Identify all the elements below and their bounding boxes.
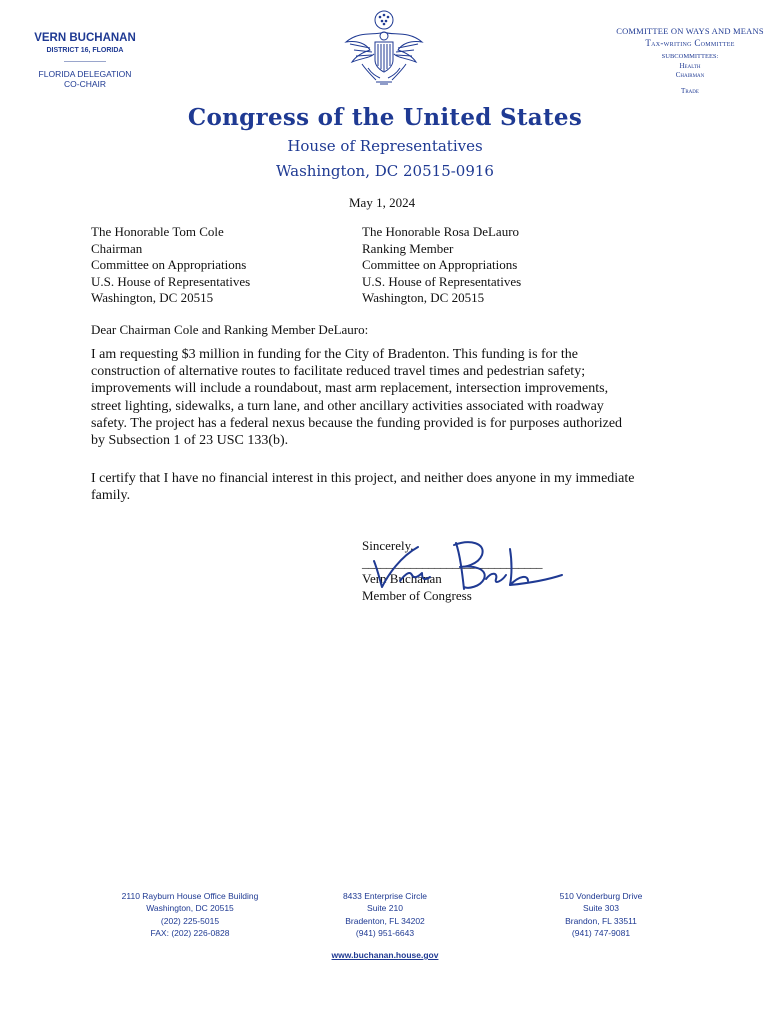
address-line: The Honorable Tom Cole <box>91 224 224 239</box>
paragraph-line: I certify that I have no financial interest in this project, and neither does anyone in my immediate <box>91 471 635 486</box>
recipient-address-right <box>362 224 521 307</box>
member-district: DISTRICT 16, FLORIDA <box>46 47 124 54</box>
paragraph-line: family. <box>91 488 131 504</box>
recipient-address-left <box>91 224 250 307</box>
paragraph-line: safety. The project has a federal nexus because the funding provided is for purposes authorized <box>91 415 623 431</box>
footer-line: Washington, DC 20515 <box>146 903 234 914</box>
address-line: Washington, DC 20515 <box>362 290 485 305</box>
committee-name: COMMITTEE ON WAYS AND MEANS <box>616 26 764 36</box>
header-divider <box>64 61 106 62</box>
footer-line: 510 Vonderburg Drive <box>559 891 643 901</box>
subcommittee-trade: Trade <box>681 87 699 95</box>
paragraph-line: I am requesting $3 million in funding for the City of Bradenton. This funding is for the <box>91 347 578 362</box>
footer-line: (202) 225-5015 <box>160 915 220 926</box>
letter-date: May 1, 2024 <box>349 195 416 210</box>
delegation-line: CO-CHAIR <box>63 79 107 89</box>
address-line: Committee on Appropriations <box>91 257 247 272</box>
footer-office-bradenton <box>285 890 485 939</box>
address-line: U.S. House of Representatives <box>91 273 251 289</box>
address-line: Committee on Appropriations <box>362 257 518 272</box>
body-paragraph-request <box>91 346 691 449</box>
address-line: Washington, DC 20515 <box>91 290 214 305</box>
paragraph-line: improvements will include a roundabout, mast arm replacement, intersection improvements, <box>91 381 609 397</box>
footer-office-dc <box>90 890 290 939</box>
address-line: The Honorable Rosa DeLauro <box>362 224 520 239</box>
footer-line: Suite 303 <box>583 903 619 914</box>
address-line: Chairman <box>91 240 143 256</box>
footer-line: (941) 747-9081 <box>571 927 631 938</box>
great-seal-eagle-icon <box>336 4 432 90</box>
website-link[interactable]: www.buchanan.house.gov <box>331 950 439 960</box>
member-name: VERN BUCHANAN <box>34 32 136 44</box>
tax-writing-committee: Tax-writing Committee <box>645 38 735 48</box>
subcommittee-health: Health <box>679 62 701 70</box>
delegation-line: FLORIDA DELEGATION <box>38 69 132 79</box>
footer-office-brandon <box>501 890 701 939</box>
masthead-address: Washington, DC 20515-0916 <box>276 162 494 180</box>
paragraph-line: street lighting, sidewalks, a turn lane, and other ancillary activities associated with roadway <box>91 398 604 414</box>
signer-name: Vern Buchanan <box>362 571 442 586</box>
footer-line: Bradenton, FL 34202 <box>345 915 425 926</box>
delegation-role <box>0 69 170 89</box>
footer-line: FAX: (202) 226-0828 <box>150 927 230 938</box>
address-line: U.S. House of Representatives <box>362 273 522 289</box>
paragraph-line: by Subsection 1 of 23 USC 133(b). <box>91 433 289 449</box>
body-paragraph-certification <box>91 470 691 504</box>
salutation: Dear Chairman Cole and Ranking Member DeLauro: <box>91 322 369 337</box>
footer-line: (941) 951-6643 <box>355 927 415 938</box>
signature-line: ______________________________ <box>362 554 542 570</box>
paragraph-line: construction of alternative routes to facilitate reduced travel times and pedestrian safety; <box>91 364 586 380</box>
subcommittee-role: Chairman <box>675 71 705 79</box>
footer-line: Suite 210 <box>367 903 403 914</box>
handwritten-signature <box>360 535 570 595</box>
footer-line: Brandon, FL 33511 <box>565 915 637 926</box>
closing: Sincerely, <box>362 538 414 553</box>
footer-line: 8433 Enterprise Circle <box>342 891 428 901</box>
masthead-title: Congress of the United States <box>187 104 583 131</box>
masthead-house: House of Representatives <box>287 137 483 155</box>
subcommittees-label: SUBCOMMITTEES: <box>661 53 719 60</box>
signer-title: Member of Congress <box>362 587 472 603</box>
address-line: Ranking Member <box>362 240 454 256</box>
footer-line: 2110 Rayburn House Office Building <box>121 891 259 901</box>
